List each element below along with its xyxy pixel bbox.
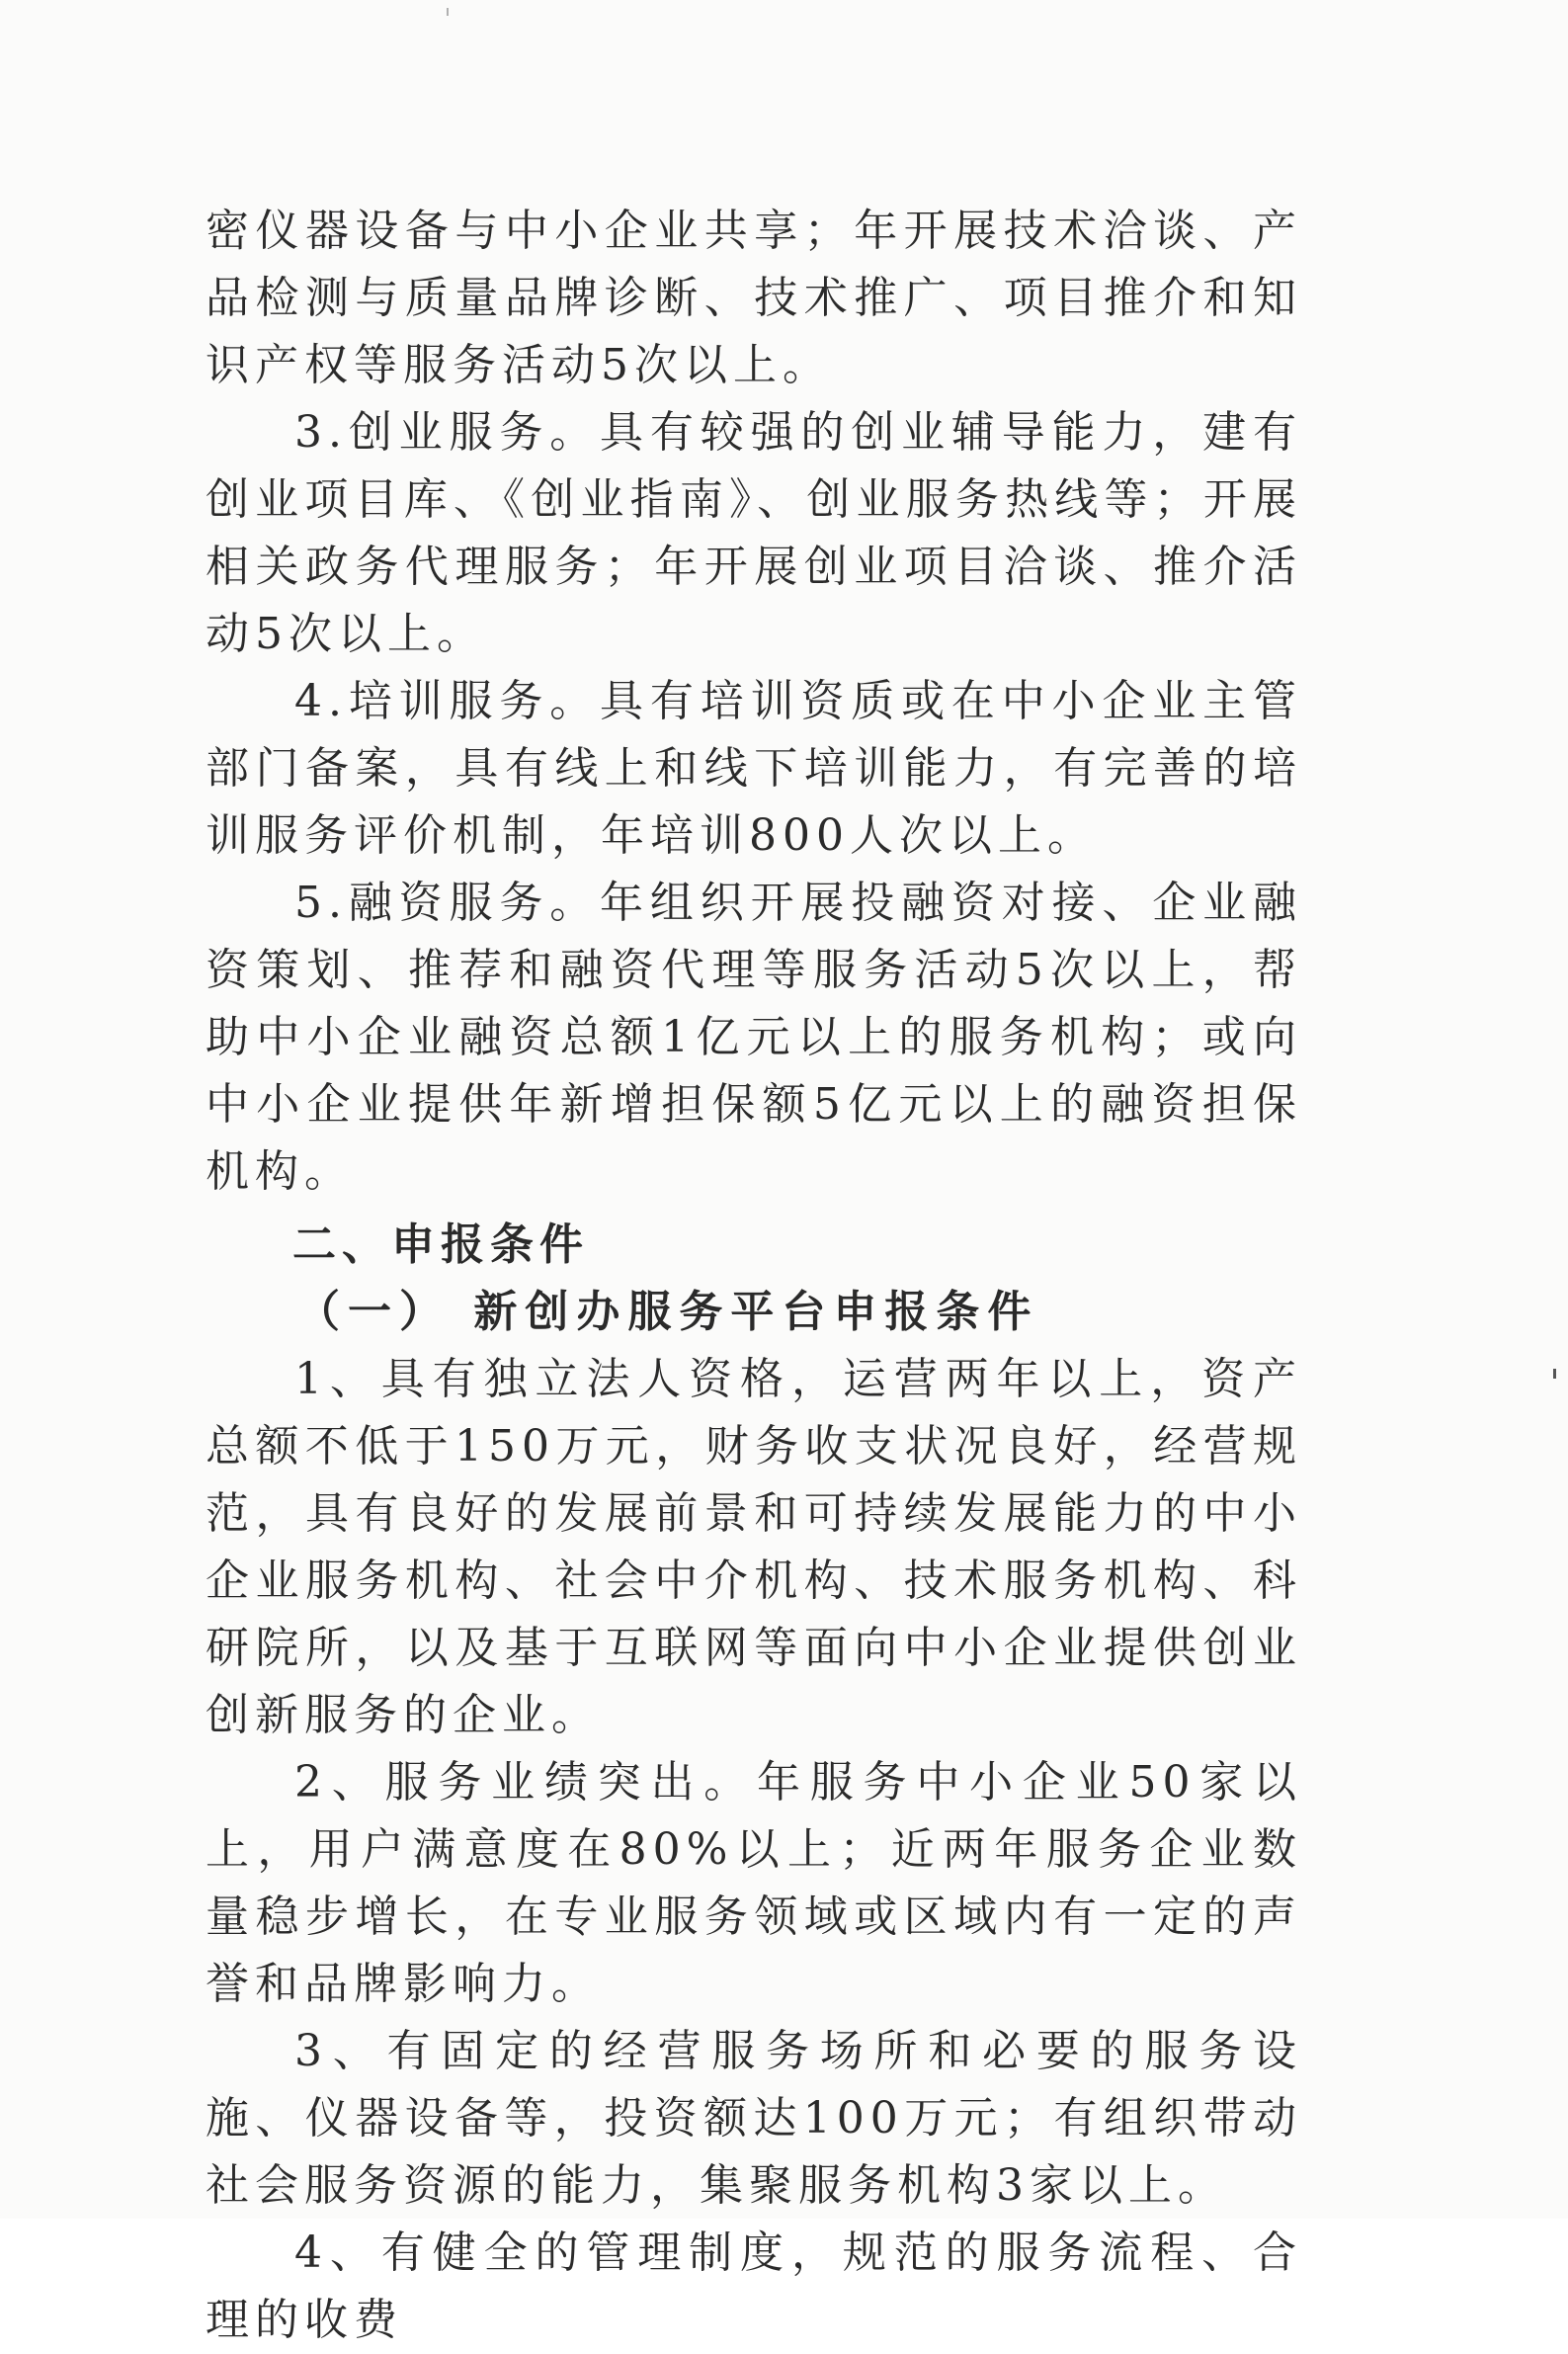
section-heading: 二、申报条件 bbox=[292, 1219, 589, 1270]
scan-mark-right bbox=[1553, 1369, 1556, 1379]
paragraph-startup-service: 3.创业服务。具有较强的创业辅导能力，建有创业项目库、《创业指南》、创业服务热线等；开展相关政务代理服务；年开展创业项目洽谈、推介活动5次以上。 bbox=[206, 407, 1302, 659]
condition-item: 1、具有独立法人资格，运营两年以上，资产总额不低于150万元，财务收支状况良好，经营规范，具有良好的发展前景和可持续发展能力的中小企业服务机构、社会中介机构、技术服务机构、科研院所，以及基于互联网等面向中小企业提供创业创新服务的企业。 bbox=[206, 1354, 1302, 1740]
paragraph-training-service: 4.培训服务。具有培训资质或在中小企业主管部门备案，具有线上和线下培训能力，有完善的培训服务评价机制，年培训800人次以上。 bbox=[206, 676, 1302, 861]
document-body bbox=[206, 198, 1302, 2354]
paragraph-continuation: 密仪器设备与中小企业共享；年开展技术洽谈、产品检测与质量品牌诊断、技术推广、项目推介和知识产权等服务活动5次以上。 bbox=[206, 206, 1302, 390]
condition-item: 4、有健全的管理制度，规范的服务流程、合理的收费 bbox=[206, 2228, 1302, 2345]
condition-item: 2、服务业绩突出。年服务中小企业50家以上，用户满意度在80%以上；近两年服务企业数量稳步增长，在专业服务领域或区域内有一定的声誉和品牌影响力。 bbox=[206, 1757, 1302, 2009]
condition-item: 3、有固定的经营服务场所和必要的服务设施、仪器设备等，投资额达100万元；有组织带动社会服务资源的能力，集聚服务机构3家以上。 bbox=[206, 2026, 1302, 2211]
subsection-heading: （一） 新创办服务平台申报条件 bbox=[296, 1287, 1039, 1337]
scan-mark-top bbox=[447, 8, 449, 16]
paragraph-financing-service: 5.融资服务。年组织开展投融资对接、企业融资策划、推荐和融资代理等服务活动5次以上，帮助中小企业融资总额1亿元以上的服务机构；或向中小企业提供年新增担保额5亿元以上的融资担保机构。 bbox=[206, 878, 1302, 1197]
